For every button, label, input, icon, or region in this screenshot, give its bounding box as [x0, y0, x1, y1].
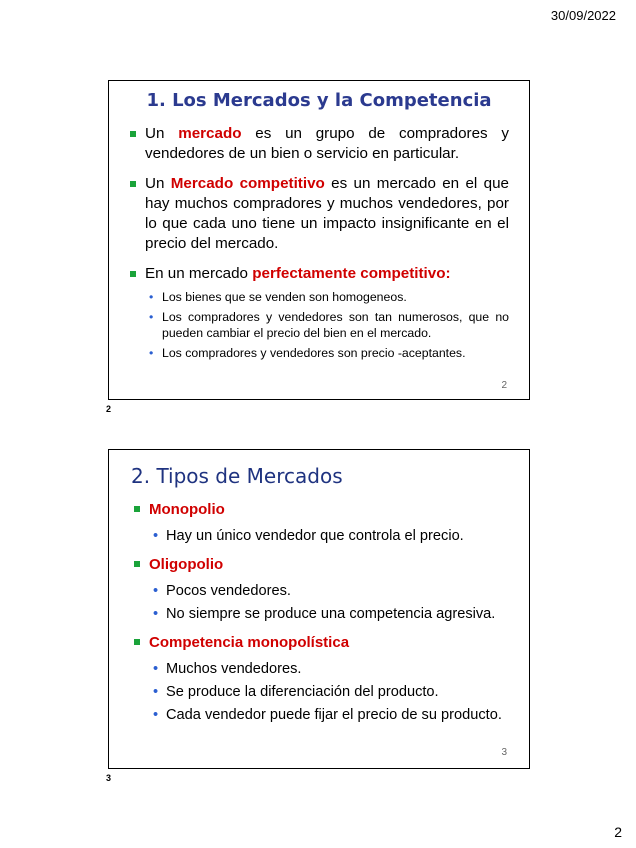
- sub-bullet: • Pocos vendedores.: [149, 582, 509, 601]
- page-number: 2: [614, 824, 622, 840]
- sub-bullet: • Se produce la diferenciación del producto.: [149, 683, 509, 702]
- section-oligopolio: [133, 555, 509, 624]
- slide-2-number: 3: [501, 747, 507, 758]
- slide-1-caption: 2: [106, 404, 112, 414]
- section-competencia-monopolistica: [133, 633, 509, 725]
- bullet-text: En un mercado: [145, 265, 253, 282]
- sub-bullets: [149, 527, 509, 546]
- slide-2-title: 2. Tipos de Mercados: [131, 464, 343, 488]
- highlight-term: perfectamente competitivo:: [252, 265, 451, 282]
- bullet-text: es un mercado en el que hay muchos compradores y muchos vendedores, por lo que cada uno tiene un impacto insignificante en el precio del mercado.: [145, 175, 509, 252]
- highlight-term: Mercado competitivo: [170, 175, 325, 192]
- sub-bullet: • No siempre se produce una competencia agresiva.: [149, 605, 509, 624]
- section-heading: Oligopolio: [149, 556, 224, 573]
- section-heading: Monopolio: [149, 501, 225, 518]
- sub-bullet: • Muchos vendedores.: [149, 660, 509, 679]
- sub-bullets: [149, 582, 509, 624]
- slide-1-title: 1. Los Mercados y la Competencia: [146, 90, 492, 111]
- bullet-perfectamente-competitivo: [129, 264, 509, 361]
- slide-2: [108, 449, 530, 769]
- slide-2-bullets: [133, 500, 509, 734]
- highlight-term: mercado: [178, 125, 242, 142]
- section-heading: Competencia monopolística: [149, 634, 350, 651]
- sub-bullet: • Los bienes que se venden son homogeneos.: [145, 289, 509, 305]
- slide-1-number: 2: [501, 380, 507, 391]
- bullet-text: Un: [145, 175, 171, 192]
- slide-1: [108, 80, 530, 400]
- slide-2-caption: 3: [106, 773, 112, 783]
- sub-bullet: • Los compradores y vendedores son precio -aceptantes.: [145, 345, 509, 361]
- header-date: 30/09/2022: [550, 8, 616, 23]
- sub-bullets: [145, 289, 509, 361]
- slide-1-bullets: [129, 124, 509, 371]
- sub-bullet: • Cada vendedor puede fijar el precio de su producto.: [149, 706, 509, 725]
- bullet-text: es un grupo de compradores y vendedores de un bien o servicio en particular.: [145, 125, 509, 162]
- sub-bullets: [149, 660, 509, 725]
- bullet-text: Un: [145, 125, 179, 142]
- sub-bullet: • Hay un único vendedor que controla el precio.: [149, 527, 509, 546]
- bullet-mercado-competitivo: [129, 174, 509, 254]
- bullet-mercado: [129, 124, 509, 164]
- sub-bullet: • Los compradores y vendedores son tan numerosos, que no pueden cambiar el precio del bien en el mercado.: [145, 309, 509, 341]
- section-monopolio: [133, 500, 509, 546]
